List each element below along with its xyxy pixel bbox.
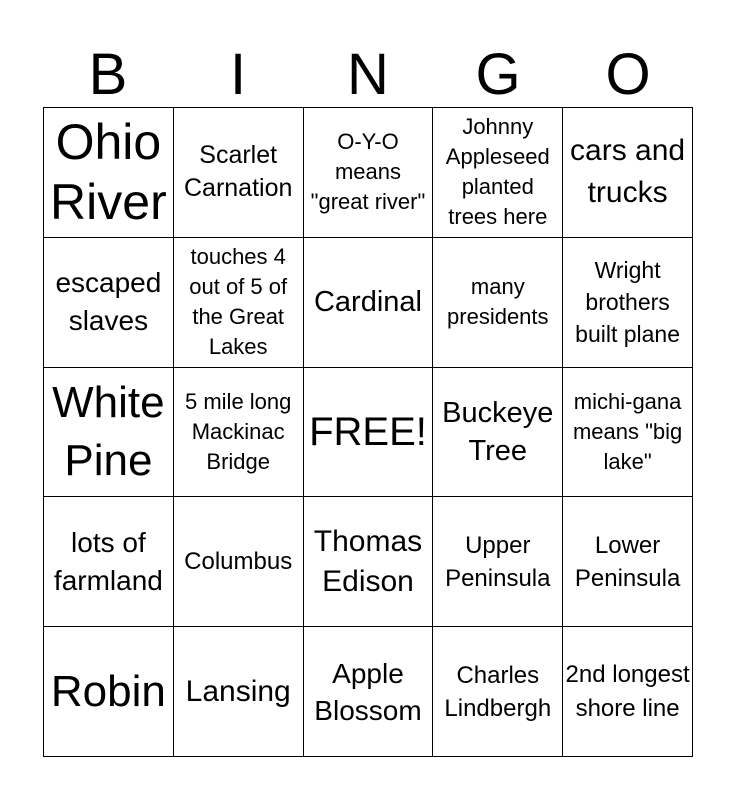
bingo-cell-r4c1[interactable] (44, 497, 174, 627)
cell-text: Apple Blossom (314, 657, 422, 726)
cell-text: Ohio River (50, 114, 167, 231)
header-letter-g: G (475, 42, 521, 107)
cell-text: Thomas Edison (313, 524, 423, 598)
cell-text: Robin (50, 666, 166, 716)
cell-text: O-Y-O means "great river" (310, 129, 426, 215)
cell-text: Wright brothers built plane (575, 257, 681, 348)
bingo-cell-r5c3[interactable] (304, 627, 434, 757)
header-letter-n: N (347, 42, 389, 107)
bingo-cell-r3c4[interactable] (433, 368, 563, 498)
bingo-cell-r5c2[interactable] (174, 627, 304, 757)
bingo-header (43, 44, 693, 106)
bingo-cell-r2c1[interactable] (44, 238, 174, 368)
cell-text: Columbus (184, 548, 293, 576)
bingo-cell-r3c1[interactable] (44, 368, 174, 498)
bingo-board (43, 107, 693, 757)
bingo-cell-r1c2[interactable] (174, 108, 304, 238)
bingo-cell-r3c3-free[interactable] (304, 368, 434, 498)
cell-text: Johnny Appleseed planted trees here (445, 114, 550, 230)
cell-text: Lansing (185, 674, 291, 708)
bingo-cell-r5c1[interactable] (44, 627, 174, 757)
bingo-cell-r2c2[interactable] (174, 238, 304, 368)
cell-text: Charles Lindbergh (444, 661, 552, 722)
bingo-cell-r4c2[interactable] (174, 497, 304, 627)
header-letter-i: I (229, 42, 247, 107)
bingo-cell-r1c1[interactable] (44, 108, 174, 238)
bingo-cell-r5c4[interactable] (433, 627, 563, 757)
bingo-cell-r2c4[interactable] (433, 238, 563, 368)
bingo-cell-r1c4[interactable] (433, 108, 563, 238)
free-space-text: FREE! (309, 409, 427, 454)
cell-text: Cardinal (313, 286, 422, 319)
cell-text: touches 4 out of 5 of the Great Lakes (189, 244, 288, 360)
header-letter-o: O (605, 42, 651, 107)
cell-text: lots of farmland (53, 526, 163, 596)
cell-text: Buckeye Tree (442, 396, 554, 467)
bingo-cell-r2c5[interactable] (563, 238, 693, 368)
cell-text: White Pine (52, 377, 165, 485)
bingo-cell-r2c3[interactable] (304, 238, 434, 368)
cell-text: Lower Peninsula (574, 531, 681, 592)
cell-text: 5 mile long Mackinac Bridge (185, 388, 292, 474)
cell-text: Upper Peninsula (445, 531, 551, 592)
header-letter-b: B (88, 42, 128, 107)
bingo-cell-r4c4[interactable] (433, 497, 563, 627)
bingo-cell-r5c5[interactable] (563, 627, 693, 757)
cell-text: 2nd longest shore line (565, 660, 690, 722)
bingo-cell-r1c5[interactable] (563, 108, 693, 238)
bingo-cell-r3c2[interactable] (174, 368, 304, 498)
bingo-cell-r1c3[interactable] (304, 108, 434, 238)
cell-text: Scarlet Carnation (183, 141, 293, 203)
bingo-cell-r4c3[interactable] (304, 497, 434, 627)
cell-text: michi-gana means "big lake" (572, 388, 683, 474)
cell-text: cars and trucks (570, 134, 686, 210)
cell-text: many presidents (447, 274, 549, 330)
bingo-cell-r4c5[interactable] (563, 497, 693, 627)
cell-text: escaped slaves (55, 267, 162, 337)
bingo-cell-r3c5[interactable] (563, 368, 693, 498)
